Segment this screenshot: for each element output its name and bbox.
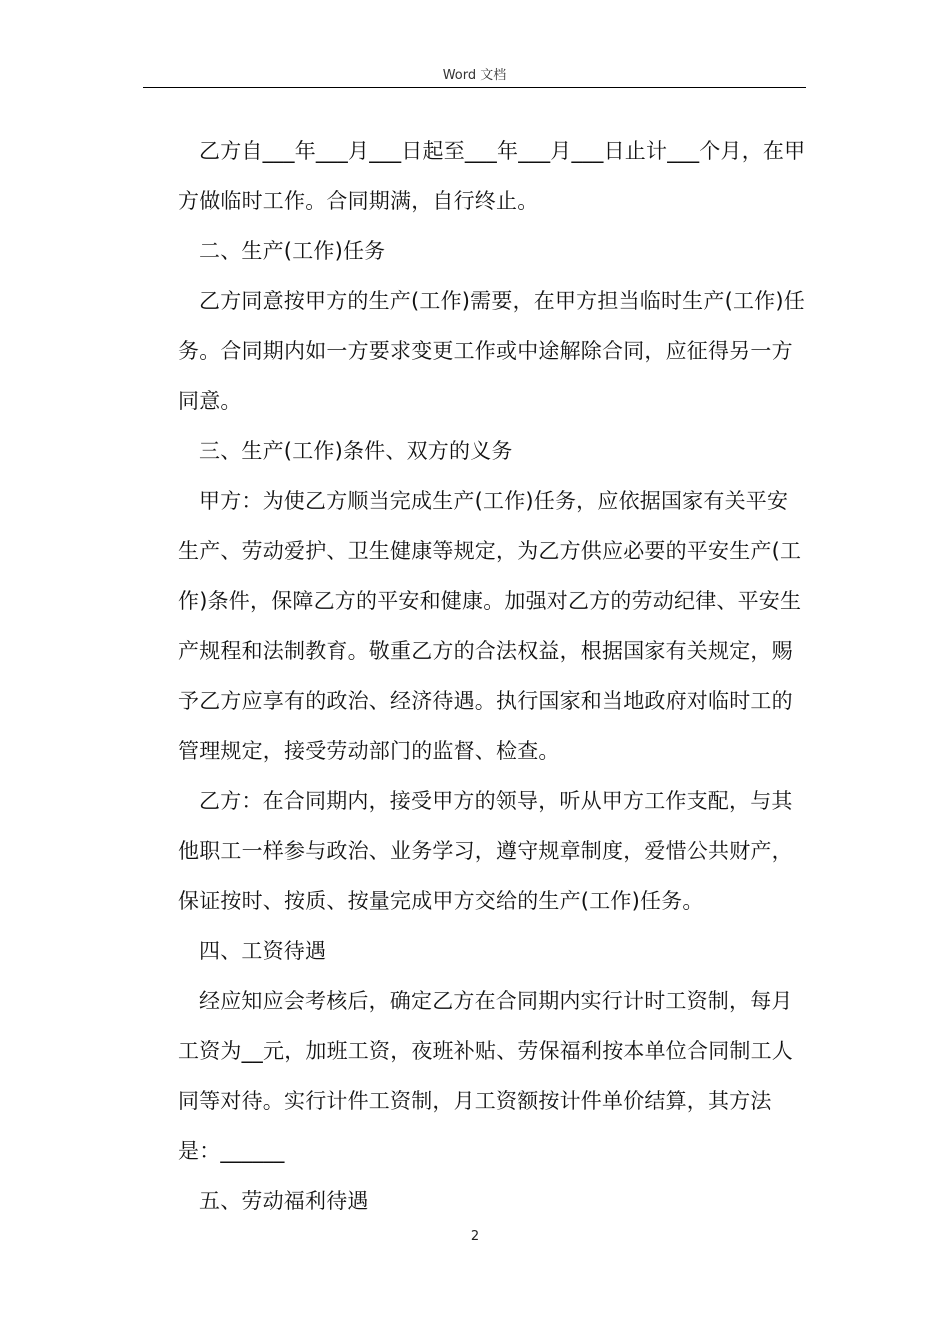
paragraph-party-b-duties: 乙方：在合同期内，接受甲方的领导，听从甲方工作支配，与其他职工一样参与政治、业务学习，遵守规章制度，爱惜公共财产，保证按时、按质、按量完成甲方交给的生产(工作)任务。 [178, 789, 793, 913]
page-header: Word 文档 [442, 68, 507, 83]
paragraph-tasks: 乙方同意按甲方的生产(工作)需要，在甲方担当临时生产(工作)任务。合同期内如一方要求变更工作或中途解除合同，应征得另一方同意。 [178, 289, 805, 413]
heading-section-5: 五、劳动福利待遇 [199, 1189, 369, 1213]
paragraph-contract-term: 乙方自___年___月___日起至___年___月___日止计___个月，在甲方做临时工作。合同期满，自行终止。 [178, 139, 806, 213]
paragraph-party-a-duties: 甲方：为使乙方顺当完成生产(工作)任务，应依据国家有关平安生产、劳动爱护、卫生健康等规定，为乙方供应必要的平安生产(工作)条件，保障乙方的平安和健康。加强对乙方的劳动纪律、平安生产规程和法制教育。敬重乙方的合法权益，根据国家有关规定，赐予乙方应享有的政治、经济待遇。执行国家和当地政府对临时工的管理规定，接受劳动部门的监督、检查。 [178, 489, 802, 763]
page-number: 2 [470, 1229, 480, 1244]
document-body [178, 126, 806, 1226]
paragraph-wages: 经应知应会考核后，确定乙方在合同期内实行计时工资制，每月工资为__元，加班工资，夜班补贴、劳保福利按本单位合同制工人同等对待。实行计件工资制，月工资额按计件单价结算，其方法是：______ [178, 989, 793, 1163]
heading-section-3: 三、生产(工作)条件、双方的义务 [199, 439, 513, 463]
header-divider [143, 87, 806, 88]
heading-section-4: 四、工资待遇 [199, 939, 327, 963]
heading-section-2: 二、生产(工作)任务 [199, 239, 386, 263]
